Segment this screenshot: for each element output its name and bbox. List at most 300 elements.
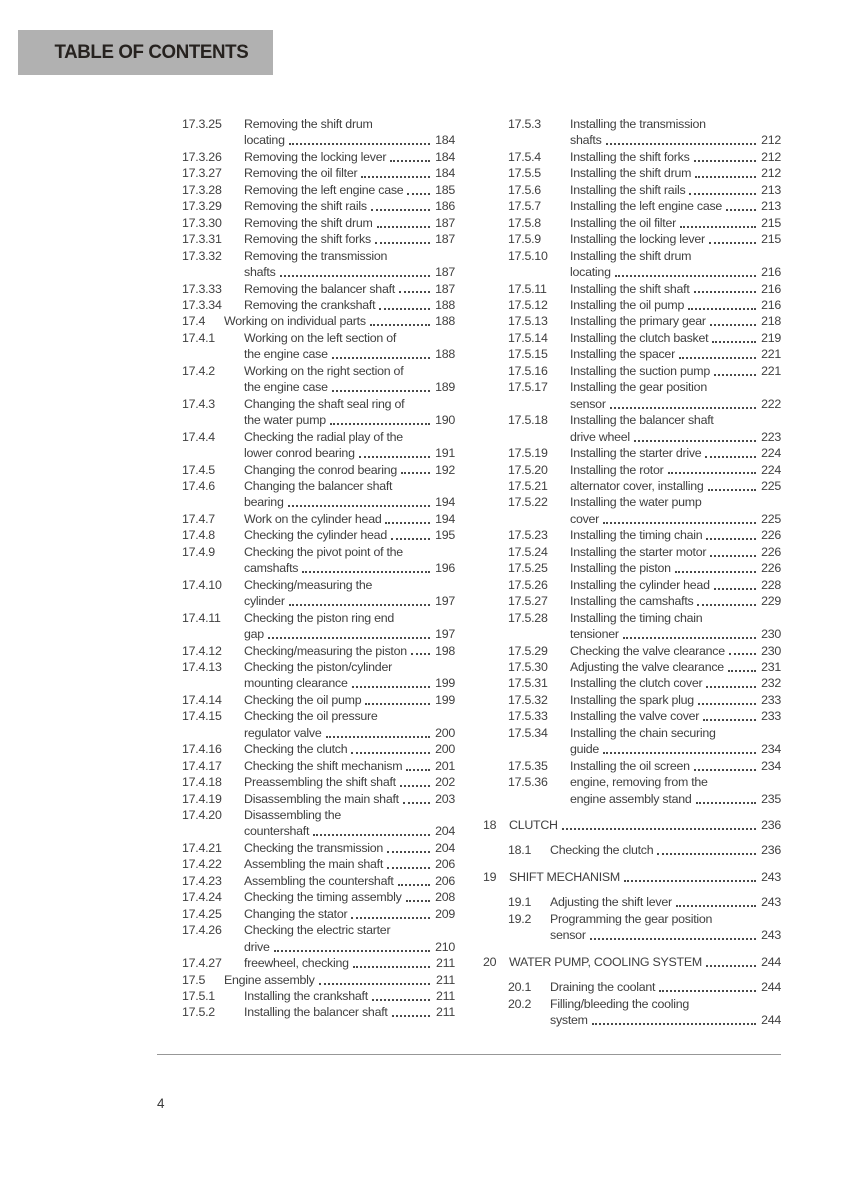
- toc-entry-title: Installing the shift rails: [570, 182, 686, 197]
- toc-entry-line: [483, 379, 781, 395]
- toc-entry-17.4.10[interactable]: [157, 577, 455, 610]
- toc-entry-title: Installing the primary gear: [570, 314, 706, 329]
- dot-leader: [372, 999, 430, 1001]
- toc-entry-number: 17.5.29: [508, 643, 548, 658]
- toc-entry-number: 17.5.3: [508, 117, 541, 131]
- dot-leader: [710, 555, 756, 557]
- toc-entry-title: Removing the locking lever: [244, 149, 387, 164]
- toc-entry-line: [483, 560, 781, 576]
- toc-entry-line: [483, 675, 781, 691]
- toc-entry-line: [483, 132, 781, 148]
- toc-entry-line: [483, 165, 781, 181]
- toc-entry-title: Disassembling the: [244, 808, 341, 823]
- toc-entry-number: 18.1: [508, 843, 532, 858]
- toc-entry-number: 17.3.31: [182, 232, 222, 247]
- dot-leader: [695, 176, 756, 178]
- dot-leader: [392, 1015, 430, 1017]
- toc-entry-17.5.26[interactable]: [483, 577, 781, 593]
- toc-entry-page: 188: [435, 297, 455, 312]
- toc-entry-17.5.9[interactable]: [483, 231, 781, 247]
- toc-entry-line: [483, 462, 781, 478]
- toc-entry-line: [157, 363, 455, 379]
- dot-leader: [288, 505, 430, 507]
- toc-entry-line: [483, 869, 781, 885]
- toc-entry-17.4.20[interactable]: [157, 807, 455, 840]
- toc-entry-title: Checking the clutch: [550, 843, 654, 858]
- toc-entry-page: 219: [761, 330, 781, 345]
- toc-entry-page: 187: [435, 265, 455, 280]
- toc-entry-17.4.24[interactable]: [157, 889, 455, 905]
- toc-entry-title: Checking/measuring the piston: [244, 643, 407, 658]
- toc-entry-17.4.8[interactable]: [157, 527, 455, 543]
- page-title: TABLE OF CONTENTS: [54, 41, 249, 63]
- toc-entry-17.5.17[interactable]: [483, 379, 781, 412]
- toc-entry-17.4.9[interactable]: [157, 544, 455, 577]
- toc-entry-title: SHIFT MECHANISM: [509, 869, 620, 884]
- toc-body: [157, 116, 781, 1029]
- toc-entry-page: 228: [761, 577, 781, 592]
- toc-entry-17.5.34[interactable]: [483, 725, 781, 758]
- toc-entry-page: 216: [761, 281, 781, 296]
- toc-entry-number: 17.5.1: [182, 989, 215, 1004]
- toc-entry-number: 17.3.25: [182, 117, 222, 131]
- footer-page-number: 4: [157, 1096, 165, 1111]
- toc-entry-page: 211: [435, 1005, 455, 1020]
- toc-entry-17.4.23[interactable]: [157, 873, 455, 889]
- toc-entry-17.5.3[interactable]: [483, 116, 781, 149]
- toc-entry-title: Removing the balancer shaft: [244, 281, 395, 296]
- toc-entry-page: 194: [435, 511, 455, 526]
- toc-entry-line: [157, 840, 455, 856]
- toc-entry-page: 188: [435, 347, 455, 362]
- toc-entry-17.5.16[interactable]: [483, 363, 781, 379]
- toc-entry-19[interactable]: [483, 869, 781, 885]
- toc-entry-title: Preassembling the shift shaft: [244, 775, 396, 790]
- toc-entry-title: drive: [244, 939, 270, 954]
- toc-entry-number: 17.4.6: [182, 478, 215, 493]
- toc-entry-number: 18: [483, 818, 497, 833]
- toc-entry-line: [483, 725, 781, 741]
- toc-entry-title: locating: [244, 133, 285, 148]
- dot-leader: [657, 853, 756, 855]
- toc-entry-number: 17.4.7: [182, 511, 215, 526]
- toc-entry-title: mounting clearance: [244, 676, 348, 691]
- toc-entry-line: [157, 379, 455, 395]
- toc-entry-number: 17.4.24: [182, 890, 222, 905]
- toc-entry-19.1[interactable]: [483, 894, 781, 910]
- dot-leader: [407, 193, 430, 195]
- toc-entry-title: Filling/bleeding the cooling: [550, 996, 690, 1011]
- toc-entry-17.3.25[interactable]: [157, 116, 455, 149]
- toc-entry-number: 17.4.17: [182, 758, 222, 773]
- toc-entry-number: 17.3.33: [182, 281, 222, 296]
- toc-entry-17.5.8[interactable]: [483, 215, 781, 231]
- toc-entry-20.2[interactable]: [483, 996, 781, 1029]
- toc-entry-17.5.21[interactable]: [483, 478, 781, 494]
- toc-entry-17.5.11[interactable]: [483, 281, 781, 297]
- dot-leader: [379, 308, 430, 310]
- toc-entry-17.4.12[interactable]: [157, 643, 455, 659]
- toc-entry-title: Removing the oil filter: [244, 166, 358, 181]
- toc-entry-17.4.25[interactable]: [157, 906, 455, 922]
- toc-entry-page: 221: [761, 363, 781, 378]
- toc-entry-number: 17.5.22: [508, 495, 548, 510]
- toc-entry-17.3.29[interactable]: [157, 198, 455, 214]
- toc-entry-number: 17.4.18: [182, 775, 222, 790]
- toc-entry-number: 17.4.21: [182, 840, 222, 855]
- toc-entry-page: 204: [435, 840, 455, 855]
- toc-entry-17.3.27[interactable]: [157, 165, 455, 181]
- toc-entry-17.5.29[interactable]: [483, 643, 781, 659]
- toc-entry-17.5.36[interactable]: [483, 774, 781, 807]
- toc-entry-number: 20.2: [508, 996, 532, 1011]
- dot-leader: [332, 390, 430, 392]
- toc-entry-line: [157, 659, 455, 675]
- toc-entry-title: tensioner: [570, 627, 619, 642]
- toc-entry-20[interactable]: [483, 954, 781, 970]
- toc-entry-number: 19.2: [508, 911, 532, 926]
- toc-entry-page: 197: [435, 594, 455, 609]
- toc-entry-title: WATER PUMP, COOLING SYSTEM: [509, 954, 702, 969]
- toc-entry-page: 212: [761, 149, 781, 164]
- toc-entry-line: [483, 412, 781, 428]
- toc-entry-17.5.6[interactable]: [483, 182, 781, 198]
- toc-entry-number: 17.5.6: [508, 182, 541, 197]
- toc-entry-17.4.5[interactable]: [157, 462, 455, 478]
- toc-entry-title: Installing the clutch cover: [570, 676, 703, 691]
- toc-entry-17.5.33[interactable]: [483, 708, 781, 724]
- toc-entry-20.1[interactable]: [483, 979, 781, 995]
- toc-entry-line: [483, 281, 781, 297]
- toc-entry-17.5.5[interactable]: [483, 165, 781, 181]
- toc-entry-title: Installing the clutch basket: [570, 330, 709, 345]
- toc-entry-number: 17.4.9: [182, 544, 215, 559]
- toc-entry-title: Installing the suction pump: [570, 363, 710, 378]
- toc-entry-number: 17.5.28: [508, 610, 548, 625]
- dot-leader: [319, 983, 430, 985]
- toc-entry-number: 17.3.26: [182, 149, 222, 164]
- toc-entry-17.5.35[interactable]: [483, 758, 781, 774]
- toc-entry-title: Checking the piston ring end: [244, 610, 395, 625]
- toc-entry-number: 17.5.21: [508, 478, 548, 493]
- toc-entry-page: 208: [435, 890, 455, 905]
- toc-entry-number: 17.5.10: [508, 248, 548, 263]
- toc-entry-17.4[interactable]: [157, 313, 455, 329]
- toc-entry-title: Installing the starter drive: [570, 446, 702, 461]
- toc-entry-17.4.26[interactable]: [157, 922, 455, 955]
- toc-entry-page: 223: [761, 429, 781, 444]
- toc-entry-line: [157, 856, 455, 872]
- toc-entry-title: cylinder: [244, 594, 285, 609]
- toc-entry-page: 206: [435, 857, 455, 872]
- toc-entry-line: [157, 906, 455, 922]
- toc-entry-17.4.19[interactable]: [157, 791, 455, 807]
- toc-entry-17.5.15[interactable]: [483, 346, 781, 362]
- toc-entry-17.5.12[interactable]: [483, 297, 781, 313]
- toc-entry-17.5.31[interactable]: [483, 675, 781, 691]
- toc-entry-17.5.32[interactable]: [483, 692, 781, 708]
- toc-entry-title: bearing: [244, 495, 284, 510]
- toc-entry-17.4.6[interactable]: [157, 478, 455, 511]
- toc-entry-line: [483, 659, 781, 675]
- toc-entry-17.5.18[interactable]: [483, 412, 781, 445]
- toc-entry-number: 17.5.30: [508, 659, 548, 674]
- toc-entry-line: [157, 955, 455, 971]
- toc-entry-17.4.1[interactable]: [157, 330, 455, 363]
- toc-entry-17.5.2[interactable]: [157, 1004, 455, 1020]
- dot-leader: [377, 226, 430, 228]
- toc-entry-number: 17.5.12: [508, 297, 548, 312]
- toc-entry-17.5.4[interactable]: [483, 149, 781, 165]
- toc-entry-number: 17.5.5: [508, 166, 541, 181]
- toc-entry-title: Installing the water pump: [570, 495, 702, 510]
- toc-entry-number: 17.5.34: [508, 725, 548, 740]
- toc-entry-line: [483, 817, 781, 833]
- toc-entry-page: 213: [761, 199, 781, 214]
- toc-entry-page: 232: [761, 676, 781, 691]
- dot-leader: [615, 275, 756, 277]
- toc-entry-17.5.24[interactable]: [483, 544, 781, 560]
- toc-entry-line: [157, 396, 455, 412]
- toc-entry-number: 19.1: [508, 895, 532, 910]
- dot-leader: [694, 291, 756, 293]
- toc-entry-page: 200: [435, 725, 455, 740]
- toc-entry-line: [483, 363, 781, 379]
- toc-entry-page: 187: [435, 232, 455, 247]
- toc-entry-line: [483, 297, 781, 313]
- toc-entry-title: cover: [570, 511, 600, 526]
- toc-entry-17.5.30[interactable]: [483, 659, 781, 675]
- toc-entry-number: 17.5.13: [508, 314, 548, 329]
- toc-entry-17.4.4[interactable]: [157, 429, 455, 462]
- toc-entry-line: [157, 774, 455, 790]
- toc-entry-line: [157, 692, 455, 708]
- toc-entry-title: Checking the piston/cylinder: [244, 659, 392, 674]
- dot-leader: [697, 604, 756, 606]
- dot-leader: [712, 341, 756, 343]
- toc-entry-17.4.27[interactable]: [157, 955, 455, 971]
- toc-entry-line: [157, 889, 455, 905]
- toc-entry-line: [157, 281, 455, 297]
- toc-entry-title: Installing the camshafts: [570, 594, 694, 609]
- toc-entry-line: [483, 494, 781, 510]
- toc-entry-page: 243: [761, 895, 781, 910]
- toc-entry-17.4.18[interactable]: [157, 774, 455, 790]
- dot-leader: [353, 966, 430, 968]
- toc-entry-17.5.14[interactable]: [483, 330, 781, 346]
- toc-entry-title: Assembling the main shaft: [244, 857, 384, 872]
- toc-entry-title: Adjusting the shift lever: [550, 895, 672, 910]
- toc-entry-17.4.13[interactable]: [157, 659, 455, 692]
- toc-entry-17.3.31[interactable]: [157, 231, 455, 247]
- toc-entry-17.4.2[interactable]: [157, 363, 455, 396]
- toc-entry-17.4.15[interactable]: [157, 708, 455, 741]
- toc-entry-title: sensor: [570, 396, 606, 411]
- toc-entry-title: Installing the oil screen: [570, 758, 690, 773]
- dot-leader: [610, 407, 756, 409]
- toc-entry-line: [483, 979, 781, 995]
- toc-entry-number: 17.4.1: [182, 330, 215, 345]
- toc-entry-page: 226: [761, 528, 781, 543]
- toc-entry-line: [157, 165, 455, 181]
- dot-leader: [406, 769, 430, 771]
- dot-leader: [679, 357, 756, 359]
- toc-entry-line: [157, 462, 455, 478]
- toc-entry-page: 218: [761, 314, 781, 329]
- toc-entry-page: 202: [435, 775, 455, 790]
- toc-entry-line: [157, 873, 455, 889]
- toc-entry-line: [157, 643, 455, 659]
- dot-leader: [401, 472, 430, 474]
- toc-entry-line: [157, 215, 455, 231]
- dot-leader: [623, 637, 756, 639]
- dot-leader: [375, 242, 430, 244]
- toc-entry-page: 234: [761, 742, 781, 757]
- toc-entry-title: Installing the gear position: [570, 380, 707, 395]
- toc-entry-17.5.22[interactable]: [483, 494, 781, 527]
- toc-entry-title: Checking the clutch: [244, 742, 348, 757]
- dot-leader: [634, 440, 756, 442]
- toc-entry-line: [157, 988, 455, 1004]
- toc-entry-page: 191: [435, 446, 455, 461]
- dot-leader: [675, 571, 756, 573]
- toc-entry-17.5.27[interactable]: [483, 593, 781, 609]
- toc-entry-line: [483, 215, 781, 231]
- dot-leader: [659, 990, 756, 992]
- toc-entry-17.3.26[interactable]: [157, 149, 455, 165]
- toc-entry-17.3.28[interactable]: [157, 182, 455, 198]
- toc-entry-page: 199: [435, 676, 455, 691]
- toc-entry-line: [483, 330, 781, 346]
- dot-leader: [313, 834, 430, 836]
- toc-entry-17.5.13[interactable]: [483, 313, 781, 329]
- toc-entry-page: 206: [435, 873, 455, 888]
- toc-entry-17.4.7[interactable]: [157, 511, 455, 527]
- toc-column-left: [157, 116, 455, 1029]
- toc-entry-line: [157, 610, 455, 626]
- toc-entry-line: [483, 544, 781, 560]
- toc-entry-line: [157, 972, 455, 988]
- toc-entry-title: freewheel, checking: [244, 956, 349, 971]
- toc-entry-page: 243: [761, 869, 781, 884]
- dot-leader: [268, 637, 430, 639]
- toc-entry-17.3.30[interactable]: [157, 215, 455, 231]
- toc-entry-title: the engine case: [244, 380, 328, 395]
- toc-entry-17.5.23[interactable]: [483, 527, 781, 543]
- toc-entry-line: [483, 954, 781, 970]
- toc-entry-17.5.28[interactable]: [483, 610, 781, 643]
- toc-entry-line: [483, 248, 781, 264]
- page-header-bar: [18, 30, 273, 75]
- toc-entry-18.1[interactable]: [483, 842, 781, 858]
- toc-entry-title: Removing the transmission: [244, 248, 388, 263]
- dot-leader: [274, 950, 430, 952]
- dot-leader: [289, 604, 430, 606]
- toc-entry-page: 211: [435, 989, 455, 1004]
- toc-entry-17.4.3[interactable]: [157, 396, 455, 429]
- toc-entry-title: Installing the balancer shaft: [570, 413, 714, 428]
- toc-entry-line: [157, 626, 455, 642]
- toc-entry-number: 17.3.28: [182, 182, 222, 197]
- dot-leader: [406, 900, 430, 902]
- toc-entry-title: Checking/measuring the: [244, 577, 373, 592]
- toc-entry-page: 234: [761, 758, 781, 773]
- toc-entry-17.5[interactable]: [157, 972, 455, 988]
- dot-leader: [710, 324, 756, 326]
- dot-leader: [714, 588, 756, 590]
- toc-entry-page: 243: [761, 928, 781, 943]
- toc-entry-line: [483, 758, 781, 774]
- toc-entry-number: 17.3.27: [182, 166, 222, 181]
- toc-entry-line: [483, 996, 781, 1012]
- toc-entry-17.4.14[interactable]: [157, 692, 455, 708]
- toc-entry-number: 17.5.4: [508, 149, 541, 164]
- toc-entry-18[interactable]: [483, 817, 781, 833]
- toc-entry-line: [483, 396, 781, 412]
- toc-entry-17.4.11[interactable]: [157, 610, 455, 643]
- toc-entry-page: 184: [435, 133, 455, 148]
- toc-entry-17.5.25[interactable]: [483, 560, 781, 576]
- dot-leader: [676, 905, 756, 907]
- toc-entry-17.3.34[interactable]: [157, 297, 455, 313]
- toc-entry-19.2[interactable]: [483, 911, 781, 944]
- toc-entry-number: 17.4.23: [182, 873, 222, 888]
- toc-entry-title: Changing the conrod bearing: [244, 462, 398, 477]
- toc-entry-page: 203: [435, 791, 455, 806]
- toc-entry-number: 17.5.14: [508, 330, 548, 345]
- toc-entry-17.5.1[interactable]: [157, 988, 455, 1004]
- toc-entry-title: Programming the gear position: [550, 911, 713, 926]
- dot-leader: [696, 802, 757, 804]
- toc-entry-title: Checking the oil pump: [244, 692, 362, 707]
- toc-entry-title: gap: [244, 627, 264, 642]
- toc-entry-page: 244: [761, 980, 781, 995]
- dot-leader: [728, 670, 756, 672]
- toc-entry-number: 17.5.19: [508, 446, 548, 461]
- toc-entry-line: [157, 429, 455, 445]
- toc-entry-page: 184: [435, 149, 455, 164]
- toc-entry-title: Removing the shift forks: [244, 232, 371, 247]
- toc-entry-17.4.21[interactable]: [157, 840, 455, 856]
- toc-entry-17.4.16[interactable]: [157, 741, 455, 757]
- toc-entry-line: [157, 527, 455, 543]
- toc-entry-17.5.20[interactable]: [483, 462, 781, 478]
- toc-entry-17.4.22[interactable]: [157, 856, 455, 872]
- toc-entry-number: 17.4.3: [182, 396, 215, 411]
- toc-entry-title: Checking the transmission: [244, 840, 384, 855]
- toc-entry-title: regulator valve: [244, 725, 322, 740]
- toc-entry-17.3.32[interactable]: [157, 248, 455, 281]
- toc-entry-17.5.19[interactable]: [483, 445, 781, 461]
- toc-entry-17.5.10[interactable]: [483, 248, 781, 281]
- toc-entry-title: Changing the balancer shaft: [244, 478, 393, 493]
- toc-entry-line: [157, 198, 455, 214]
- toc-entry-title: lower conrod bearing: [244, 446, 355, 461]
- toc-entry-page: 212: [761, 166, 781, 181]
- toc-entry-title: Checking the pivot point of the: [244, 544, 403, 559]
- toc-entry-number: 17.5.24: [508, 544, 548, 559]
- toc-entry-17.4.17[interactable]: [157, 758, 455, 774]
- toc-entry-number: 17.3.32: [182, 248, 222, 263]
- toc-entry-17.3.33[interactable]: [157, 281, 455, 297]
- dot-leader: [352, 686, 430, 688]
- dot-leader: [390, 160, 430, 162]
- toc-entry-number: 17.4.4: [182, 429, 215, 444]
- dot-leader: [351, 917, 430, 919]
- dot-leader: [289, 143, 430, 145]
- toc-entry-line: [483, 741, 781, 757]
- toc-entry-17.5.7[interactable]: [483, 198, 781, 214]
